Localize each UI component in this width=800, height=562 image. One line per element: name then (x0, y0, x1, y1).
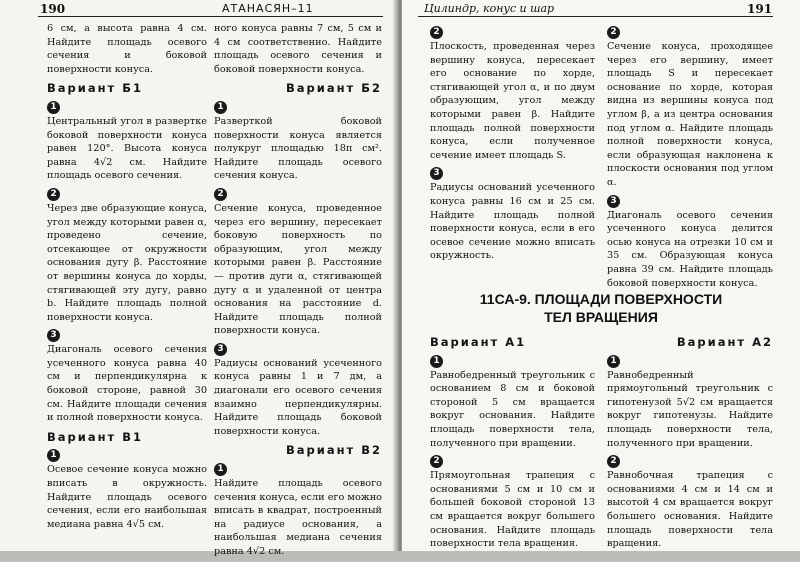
task-text: Через две образующие конуса, угол между которыми равен α, проведено сечение, отсекающее от окружности основания дугу β. Расстояние от вершины конуса до хорды, стягивающей эту дугу, равно b. Найдите площадь полной поверхности конуса. (47, 202, 207, 323)
task-text: Сечение конуса, проходящее через его вершину, имеет площадь S и пересекает основание по хорде, которая видна из вершины конуса под углом β, а из центра основания под углом α. Найдите площадь полной поверхности конуса, если образующая наклонена к плоскости основания под углом α. (607, 41, 773, 188)
task-text: Плоскость, проведенная через вершину конуса, пересекает его основание по хорде, стягивающей угол α, и по двум образующим, угол между которыми равен β. Найдите площадь полной поверхности конуса, если полученное сечение имеет площадь S. (430, 41, 595, 161)
task-number-badge: 2 (214, 188, 227, 201)
task-number-badge: 3 (430, 167, 443, 180)
task-number-badge: 1 (430, 355, 443, 368)
task-text: Диагональ осевого сечения усеченного конуса делится осью конуса на отрезки 10 см и 35 см. Образующая конуса равна 39 см. Найдите площадь боковой поверхности конуса. (607, 209, 773, 289)
task-number-badge: 2 (607, 26, 620, 39)
task-text: Найдите площадь осевого сечения конуса, если его можно вписать в квадрат, построенный на радиусе основания, а наибольшая медиана сечения равна 4√2 см. (214, 478, 382, 557)
task-text: Равнобочная трапеция с основаниями 4 см и 14 см и высотой 4 см вращается вокруг большего основания. Найдите площадь поверхности тела вращения. (607, 470, 773, 550)
header-rule (38, 16, 383, 17)
task-number-badge: 1 (607, 355, 620, 368)
task-number-badge: 1 (47, 449, 60, 462)
task-text: Осевое сечение конуса можно вписать в окружность. Найдите площадь осевого сечения, если его наибольшая медиана равна 4√5 см. (47, 464, 207, 530)
left-column-1 (47, 22, 207, 534)
running-head: АТАНАСЯН–11 (222, 2, 314, 15)
variant-heading: Вариант А2 (676, 335, 773, 349)
left-page (0, 0, 397, 557)
task-number-badge: 3 (214, 343, 227, 356)
task-text: Равнобедренный треугольник с основанием 8 см и боковой стороной 5 см вращается вокруг основания. Найдите площадь поверхности тела, полученного при вращении. (430, 369, 595, 449)
task-text: Равнобедренный прямоугольный треугольник с гипотенузой 5√2 см вращается вокруг гипотенузы. Найдите площадь поверхности тела, полученного при вращении. (607, 369, 773, 449)
continued-text: 6 см, а высота равна 4 см. Найдите площадь осевого сечения и боковой поверхности конуса. (47, 23, 207, 75)
header-rule (418, 16, 773, 17)
task-number-badge: 3 (47, 329, 60, 342)
variant-heading: Вариант Б1 (47, 81, 143, 96)
variant-heading: Вариант А1 (430, 335, 527, 349)
right-column-1-bottom (430, 330, 595, 554)
variant-heading: Вариант Б2 (286, 81, 382, 96)
task-number-badge: 2 (607, 455, 620, 468)
task-number-badge: 2 (47, 188, 60, 201)
section-title: 11СА-9. ПЛОЩАДИ ПОВЕРХНОСТИ (479, 291, 723, 307)
task-text: Радиусы оснований усеченного конуса равны 16 см и 25 см. Найдите площадь полной поверхности конуса, если в его осевое сечение можно вписать окружность. (430, 182, 595, 262)
page-number: 191 (747, 2, 773, 16)
variant-heading: Вариант В1 (47, 429, 143, 444)
left-column-2 (214, 22, 382, 562)
right-page (402, 0, 800, 551)
continued-text: ного конуса равны 7 см, 5 см и 4 см соответственно. Найдите площадь осевого сечения и боковой поверхности конуса. (214, 23, 382, 75)
task-number-badge: 2 (430, 26, 443, 39)
right-column-1-top (430, 24, 595, 266)
running-head: Цилиндр, конус и шар (424, 2, 555, 15)
task-text: Центральный угол в развертке боковой поверхности конуса равен 120°. Высота конуса равна 4√2 см. Найдите площадь осевого сечения. (47, 115, 207, 182)
task-text: Сечение конуса, проведенное через его вершину, пересекает боковую поверхность по образующим, угол между которыми равен β. Расстояние — против дуги α, стягивающей дугу α и удаленной от центра основания на расстояние d. Найдите площадь полной поверхности конуса. (214, 202, 382, 337)
page-number: 190 (40, 2, 66, 16)
section-title: ТЕЛ ВРАЩЕНИЯ (544, 309, 658, 325)
task-number-badge: 3 (607, 195, 620, 208)
task-text: Разверткой боковой поверхности конуса является полукруг площадью 18π см². Найдите площадь осевого сечения конуса. (214, 115, 382, 182)
task-text: Диагональ осевого сечения усеченного конуса равна 40 см и перпендикулярна к боковой стороне, равной 30 см. Найдите площади сечения и полной поверхности конуса. (47, 344, 207, 424)
right-column-2-top (607, 24, 773, 293)
variant-heading: Вариант В2 (286, 443, 382, 458)
task-number-badge: 1 (214, 101, 227, 114)
right-column-2-bottom (607, 330, 773, 554)
task-text: Радиусы оснований усеченного конуса равны 1 и 7 дм, а диагонали его осевого сечения взаимно перпендикулярны. Найдите площадь боковой поверхности конуса. (214, 357, 382, 437)
task-number-badge: 1 (214, 463, 227, 476)
task-number-badge: 2 (430, 455, 443, 468)
task-text: Прямоугольная трапеция с основаниями 5 см и 10 см и большей боковой стороной 13 см вращается вокруг большего основания. Найдите площадь поверхности тела вращения. (430, 470, 595, 550)
task-number-badge: 1 (47, 101, 60, 114)
